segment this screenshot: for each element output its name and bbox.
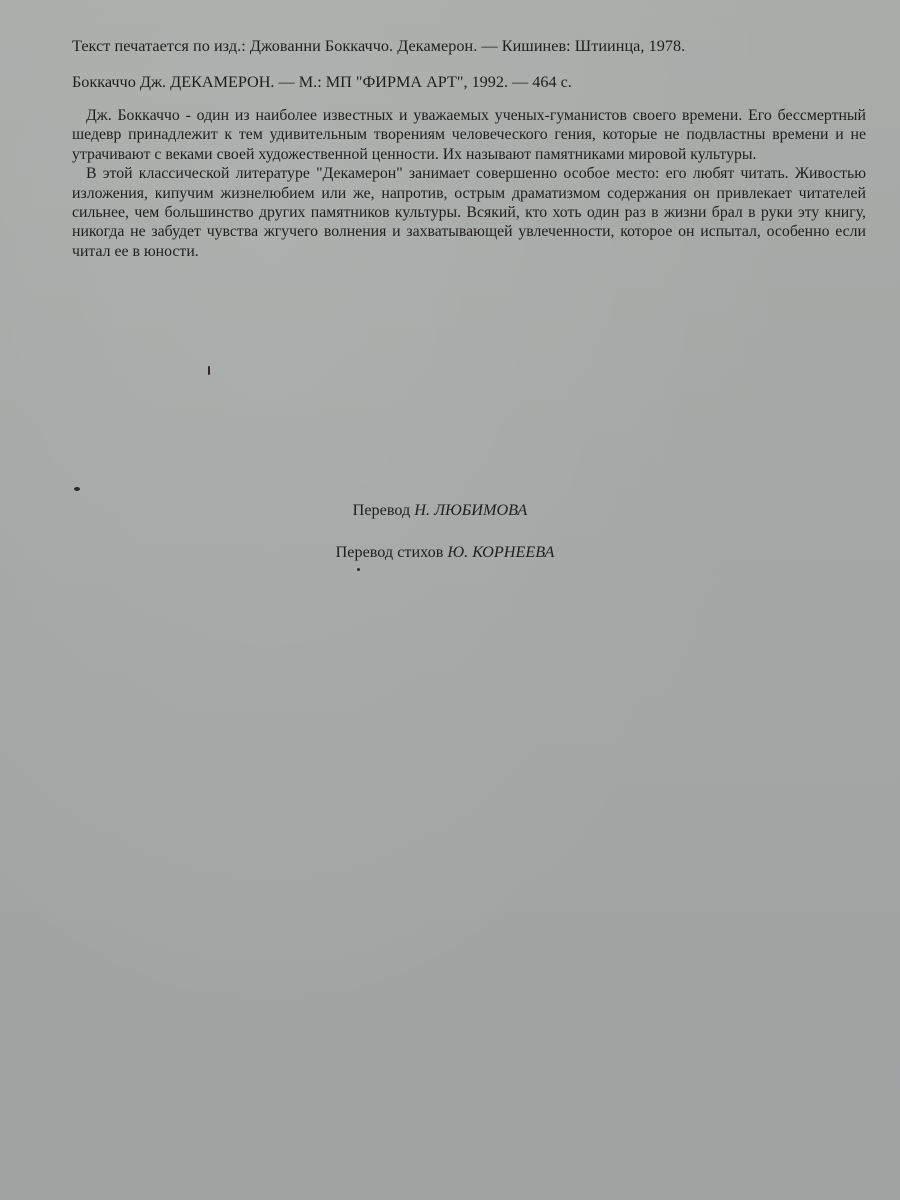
source-edition-note: Текст печатается по изд.: Джованни Боккаччо. Декамерон. — Кишинев: Штиинца, 1978. (72, 37, 686, 55)
prose-translator-credit (0, 500, 900, 520)
verse-translator-name: Ю. КОРНЕЕВА (447, 543, 555, 561)
annotation-paragraph-1: Дж. Боккаччо - один из наиболее известных и уважаемых ученых-гуманистов своего времени. Его бессмертный шедевр принадлежит к тем удивительным творениям человеческого гения, которые не подвластны времени и не утрачивают с веками своей художественной ценности. Их называют памятниками мировой культуры. (72, 107, 866, 163)
paper-speck (74, 487, 80, 491)
paper-speck (208, 366, 210, 375)
verse-translator-label: Перевод стихов (335, 543, 444, 561)
prose-translator-label: Перевод (352, 501, 411, 519)
book-annotation (72, 106, 866, 261)
paper-speck (357, 568, 360, 571)
verse-translator-credit (0, 542, 900, 562)
annotation-paragraph-2: В этой классической литературе "Декамерон" занимает совершенно особое место: его любят читать. Живостью изложения, кипучим жизнелюбием или же, напротив, острым драматизмом содержания он привлекает читателей сильнее, чем большинство других памятников культуры. Всякий, кто хоть один раз в жизни брал в руки эту книгу, никогда не забудет чувства жгучего волнения и захватывающей увлеченности, которое он испытал, особенно если читал ее в юности. (72, 165, 866, 260)
prose-translator-name: Н. ЛЮБИМОВА (414, 501, 528, 519)
catalog-entry: Боккаччо Дж. ДЕКАМЕРОН. — М.: МП "ФИРМА АРТ", 1992. — 464 с. (72, 73, 572, 91)
